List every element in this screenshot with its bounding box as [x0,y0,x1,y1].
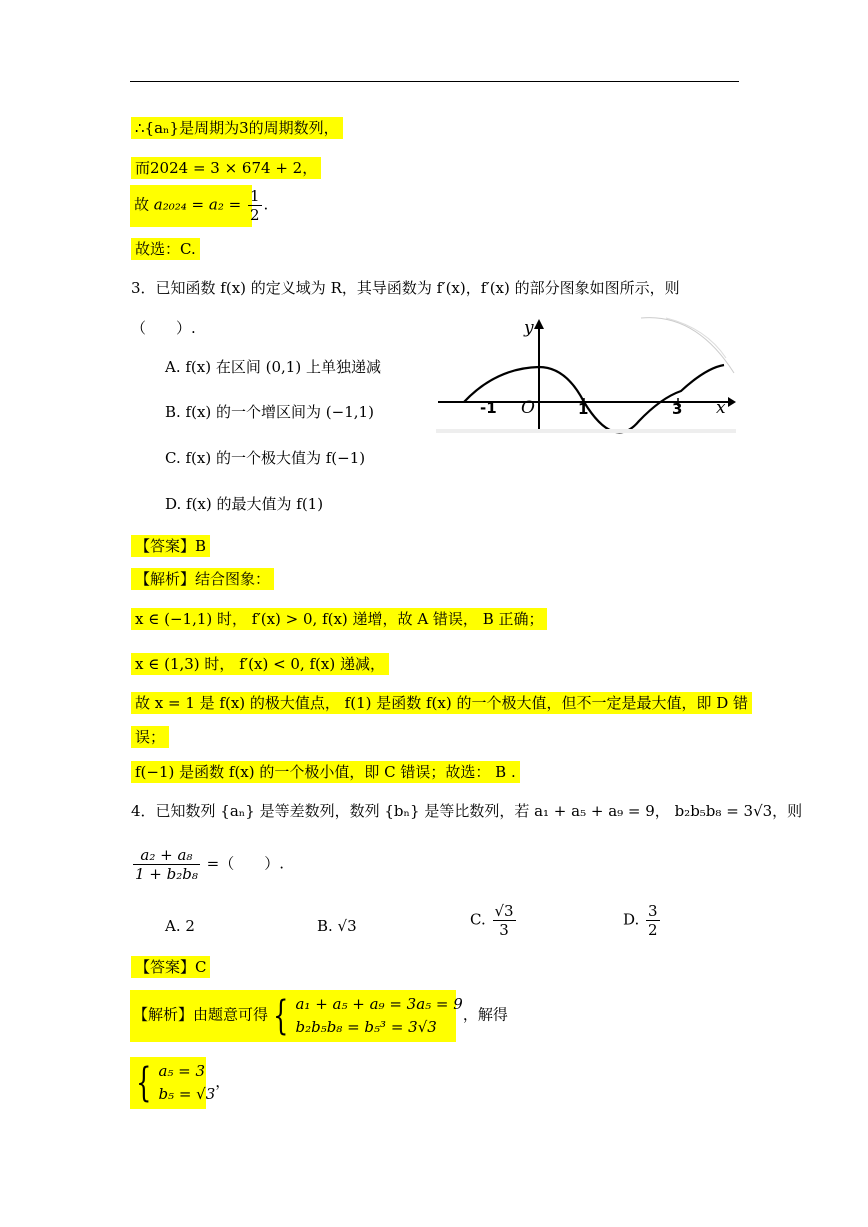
text-line [131,158,321,178]
denominator: 2 [648,921,658,939]
math-expr: a₂₀₂₄ = a₂ = [153,195,242,214]
highlighted-text: x ∈ (1,3) 时， f′(x) < 0, f(x) 递减， [131,653,389,675]
solution-4-result [131,1060,230,1105]
highlighted-text: ∴{aₙ}是周期为3的周期数列， [131,117,343,139]
answer-3 [131,536,210,556]
equation: a₅ = 3 [158,1062,206,1080]
solution-3-line2 [131,654,389,674]
solution-3-line3b [131,727,169,747]
text: 【解析】由题意可得 [133,1005,269,1024]
highlighted-text: f(−1) 是函数 f(x) 的一个极小值，即 C 错误；故选： B . [131,761,520,783]
tick-label-neg1: -1 [480,399,497,417]
solution-3-line3 [131,693,752,713]
highlighted-text: 故 x = 1 是 f(x) 的极大值点， f(1) 是函数 f(x) 的一个极大值，但不一定是最大值，即 D 错 [131,692,752,714]
highlighted-text: x ∈ (−1,1) 时， f′(x) > 0, f(x) 递增，故 A 错误， B 正确； [131,608,547,630]
option-b: B. √3 [317,917,357,935]
text: =（ ）. [206,854,285,873]
solution-3-line1 [131,609,547,629]
y-label: y [524,318,534,338]
option-b: B. f(x) 的一个增区间为 (−1,1) [165,403,374,421]
denominator: 1 + b₂b₈ [135,865,198,883]
text: D. [623,910,640,929]
option-c [470,902,518,939]
option-d [623,902,662,939]
brace: { [273,992,289,1039]
equation: b₅ = √3 [158,1084,216,1103]
solution-3-line4 [131,762,520,782]
tick-label-3: 3 [672,400,683,418]
highlighted-text: 【答案】B [131,535,210,557]
question-4-stem: 4．已知数列 {aₙ} 是等差数列，数列 {bₙ} 是等比数列，若 a₁ + a₅ + a₉ = 9， b₂b₅b₈ = 3√3，则 [131,802,803,820]
x-label: x [716,398,726,418]
option-d: D. f(x) 的最大值为 f(1) [165,495,324,513]
fraction [646,902,660,939]
highlighted-text: 故选：C. [131,238,200,260]
numerator: 3 [648,902,658,920]
text: ， [215,1072,231,1091]
fraction [248,187,262,224]
solution-4-head [133,993,508,1038]
option-c: C. f(x) 的一个极大值为 f(−1) [165,449,366,467]
numerator: √3 [494,902,514,920]
option-a: A. f(x) 在区间 (0,1) 上单独递减 [165,358,381,376]
denominator: 3 [499,921,509,939]
derivative-curve [464,365,724,432]
highlighted-text: 【答案】C [131,956,210,978]
text: 故 [134,195,150,214]
equation-system [295,993,462,1038]
text-line [131,118,343,138]
numerator: 1 [249,187,260,205]
derivative-graph [436,313,736,443]
text: ，解得 [462,1005,508,1024]
tick-label-1: 1 [578,400,589,418]
text: C. [470,910,486,929]
question-3-stem: 3．已知函数 f(x) 的定义域为 R，其导函数为 f′(x)，f′(x) 的部分图象如图所示，则 [131,279,680,297]
text-line [131,239,200,259]
highlighted-text: 而2024 = 3 × 674 + 2， [131,157,321,179]
solution-3-head [131,569,274,589]
header-rule [130,81,739,82]
fraction [493,902,516,939]
option-a: A. 2 [165,917,195,935]
y-axis-arrow [534,319,544,329]
equation: a₁ + a₅ + a₉ = 3a₅ = 9 [295,995,463,1013]
x-axis-arrow [728,397,736,407]
origin-label: O [521,398,535,418]
equation: b₂b₅b₈ = b₅³ = 3√3 [295,1017,437,1036]
brace: { [136,1059,152,1106]
highlighted-text: 误； [131,726,169,748]
equation-system [158,1060,215,1105]
numerator: a₂ + a₈ [133,846,200,865]
text: . [263,195,269,214]
text-line [134,187,268,224]
highlighted-text: 【解析】结合图象： [131,568,274,590]
answer-4 [131,957,210,977]
question-3-paren: （ ）. [131,319,196,337]
faint-arc [666,318,726,358]
denominator: 2 [249,206,260,224]
fraction [133,846,200,883]
question-4-expr [131,846,284,883]
